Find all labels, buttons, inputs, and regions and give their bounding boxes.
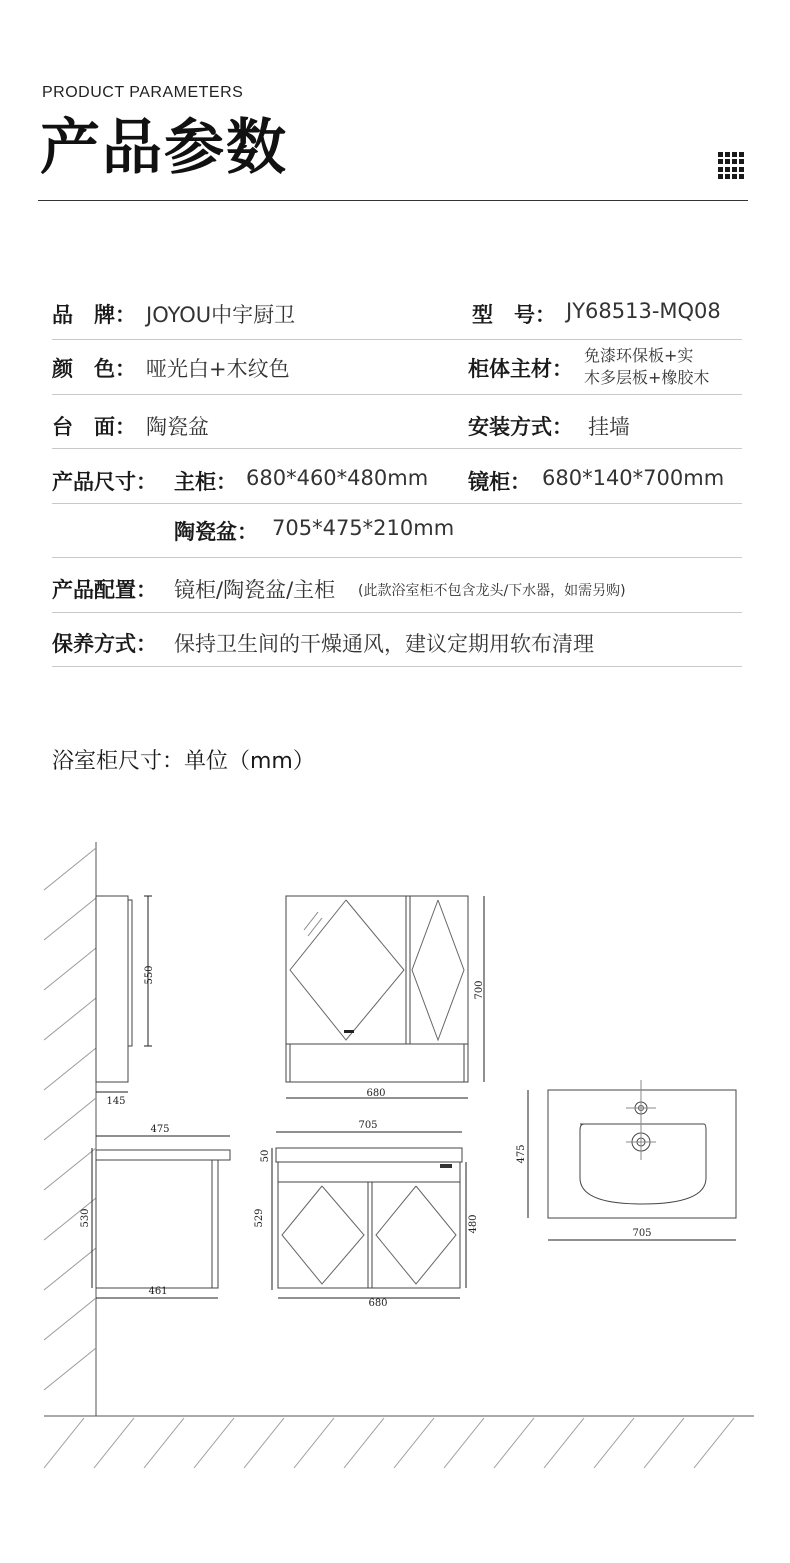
countertop-value: 陶瓷盆 [146,415,209,439]
dim-front-left-height: 529 [254,1208,265,1228]
dim-front-bottom-width: 680 [368,1298,388,1309]
care-value: 保持卫生间的干燥通风，建议定期用软布清理 [174,632,594,656]
config-note: (此款浴室柜不包含龙头/下水器，如需另购) [358,583,626,599]
dim-front-right-height: 480 [468,1214,479,1234]
model-label: 型 号： [472,303,556,327]
main-cabinet-label: 主柜： [174,470,237,494]
dim-top-basin-depth: 475 [516,1144,527,1164]
floor-hatch [44,1416,754,1468]
config-label: 产品配置： [52,578,157,602]
dim-side-height: 530 [80,1208,91,1228]
dimension-section-title: 浴室柜尺寸：单位（mm） [52,749,315,774]
top-view-basin [528,1080,736,1240]
model-value: JY68513-MQ08 [566,299,721,323]
material-value-line2: 木多层板+橡胶木 [584,368,710,387]
brand-label: 品 牌： [52,303,136,327]
dim-side-bottom-depth: 461 [148,1286,168,1297]
mirror-cabinet-label: 镜柜： [468,470,531,494]
material-value-line1: 免漆环保板+实 [584,346,694,365]
size-label: 产品尺寸： [52,470,157,494]
install-label: 安装方式： [468,415,573,439]
basin-label: 陶瓷盆： [174,520,258,544]
color-value: 哑光白+木纹色 [146,357,290,381]
brand-value: JOYOU中宇厨卫 [146,303,296,327]
page-subtitle-en: PRODUCT PARAMETERS [42,84,244,101]
dim-front-basin-thickness: 50 [260,1149,271,1163]
dim-front-mirror-width: 680 [366,1088,386,1099]
dim-front-mirror-height: 700 [474,980,485,1000]
page-title: 产品参数 [40,113,288,183]
material-label: 柜体主材： [468,357,573,381]
color-label: 颜 色： [52,357,136,381]
wall-hatch [44,842,96,1416]
dim-front-basin-width: 705 [358,1120,378,1131]
countertop-label: 台 面： [52,415,136,439]
side-view-vanity [92,1136,230,1298]
dim-side-mirror-height: 550 [144,965,155,985]
dim-side-mirror-depth: 145 [106,1096,126,1107]
mirror-cabinet-value: 680*140*700mm [542,466,725,490]
basin-value: 705*475*210mm [272,516,455,540]
front-view-vanity [272,1132,466,1298]
side-view-mirror [96,896,152,1092]
main-cabinet-value: 680*460*480mm [246,466,429,490]
front-view-mirror [286,896,484,1098]
install-value: 挂墙 [588,415,630,439]
dim-side-top-depth: 475 [150,1124,170,1135]
config-value: 镜柜/陶瓷盆/主柜 [174,578,336,602]
dim-top-basin-width: 705 [632,1228,652,1239]
care-label: 保养方式： [52,632,157,656]
